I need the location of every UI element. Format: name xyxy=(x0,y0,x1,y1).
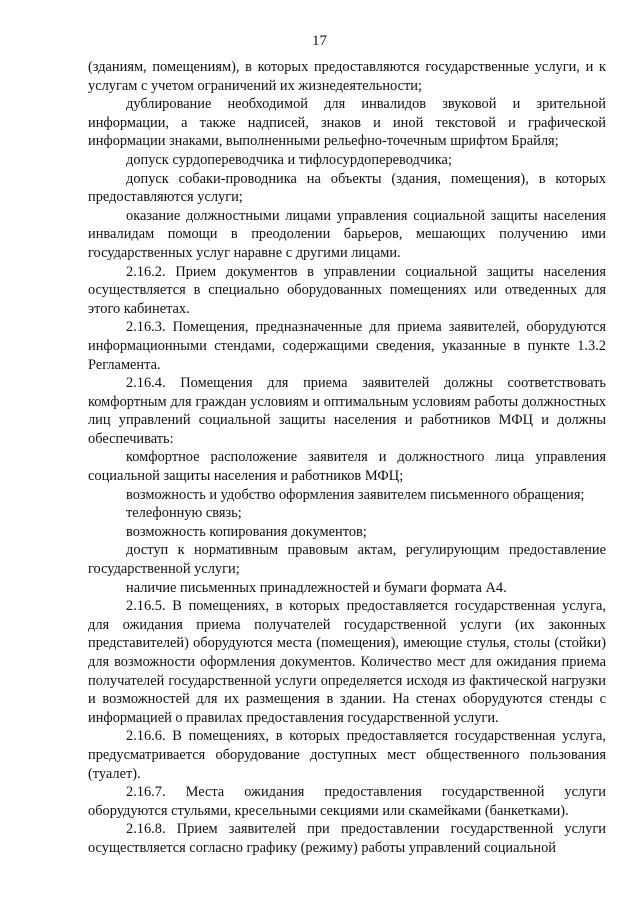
document-body xyxy=(88,58,606,858)
paragraph: 2.16.2. Прием документов в управлении социальной защиты населения осуществляется в специально оборудованных помещениях или отведенных для этого кабинетах. xyxy=(88,263,606,317)
paragraph: 2.16.3. Помещения, предназначенные для приема заявителей, оборудуются информационными стендами, содержащими сведения, указанные в пункте 1.3.2 Регламента. xyxy=(88,319,606,373)
page-number: 17 xyxy=(312,33,327,49)
paragraph: 2.16.6. В помещениях, в которых предоставляется государственная услуга, предусматривается оборудование доступных мест общественного пользования (туалет). xyxy=(88,728,606,782)
paragraph: комфортное расположение заявителя и должностного лица управления социальной защиты населения и работников МФЦ; xyxy=(88,449,606,485)
paragraph: возможность копирования документов; xyxy=(126,523,367,540)
paragraph: доступ к нормативным правовым актам, регулирующим предоставление государственной услуги; xyxy=(88,542,606,578)
paragraph: возможность и удобство оформления заявителем письменного обращения; xyxy=(126,486,585,503)
paragraph: оказание должностными лицами управления социальной защиты населения инвалидам помощи в преодолении барьеров, мешающих получению ими государственных услуг наравне с другими лицами. xyxy=(88,207,606,261)
paragraph: допуск сурдопереводчика и тифлосурдопереводчика; xyxy=(126,151,452,168)
paragraph: 2.16.4. Помещения для приема заявителей должны соответствовать комфортным для граждан условиям и оптимальным условиям работы должностных лиц управлений социальной защиты населения и работников МФЦ и должны обеспечивать: xyxy=(88,375,606,447)
paragraph: (зданиям, помещениям), в которых предоставляются государственные услуги, и к услугам с учетом ограничений их жизнедеятельности; xyxy=(88,59,606,94)
paragraph: наличие письменных принадлежностей и бумаги формата А4. xyxy=(126,579,507,596)
paragraph: дублирование необходимой для инвалидов звуковой и зрительной информации, а также надписей, знаков и иной текстовой и графической информации знаками, выполненными рельефно-точечным шрифтом Брайля; xyxy=(88,96,606,150)
paragraph: телефонную связь; xyxy=(126,505,242,522)
paragraph: 2.16.7. Места ожидания предоставления государственной услуги оборудуются стульями, кресельными секциями или скамейками (банкетками). xyxy=(88,784,606,819)
paragraph: 2.16.8. Прием заявителей при предоставлении государственной услуги осуществляется согласно графику (режиму) работы управлений социальной xyxy=(88,821,606,856)
paragraph: допуск собаки-проводника на объекты (здания, помещения), в которых предоставляются услуги; xyxy=(88,170,606,206)
paragraph: 2.16.5. В помещениях, в которых предоставляется государственная услуга, для ожидания приема получателей государственной услуги (их законных представителей) оборудуются места (помещения), имеющие стулья, столы (стойки) для возможности оформления документов. Количество мест для ожидания приема получателей государственной услуги определяется исходя из фактической нагрузки и возможностей для их размещения в здании. На стенах оборудуются стенды с информацией о правилах предоставления государственной услуги. xyxy=(88,598,606,726)
